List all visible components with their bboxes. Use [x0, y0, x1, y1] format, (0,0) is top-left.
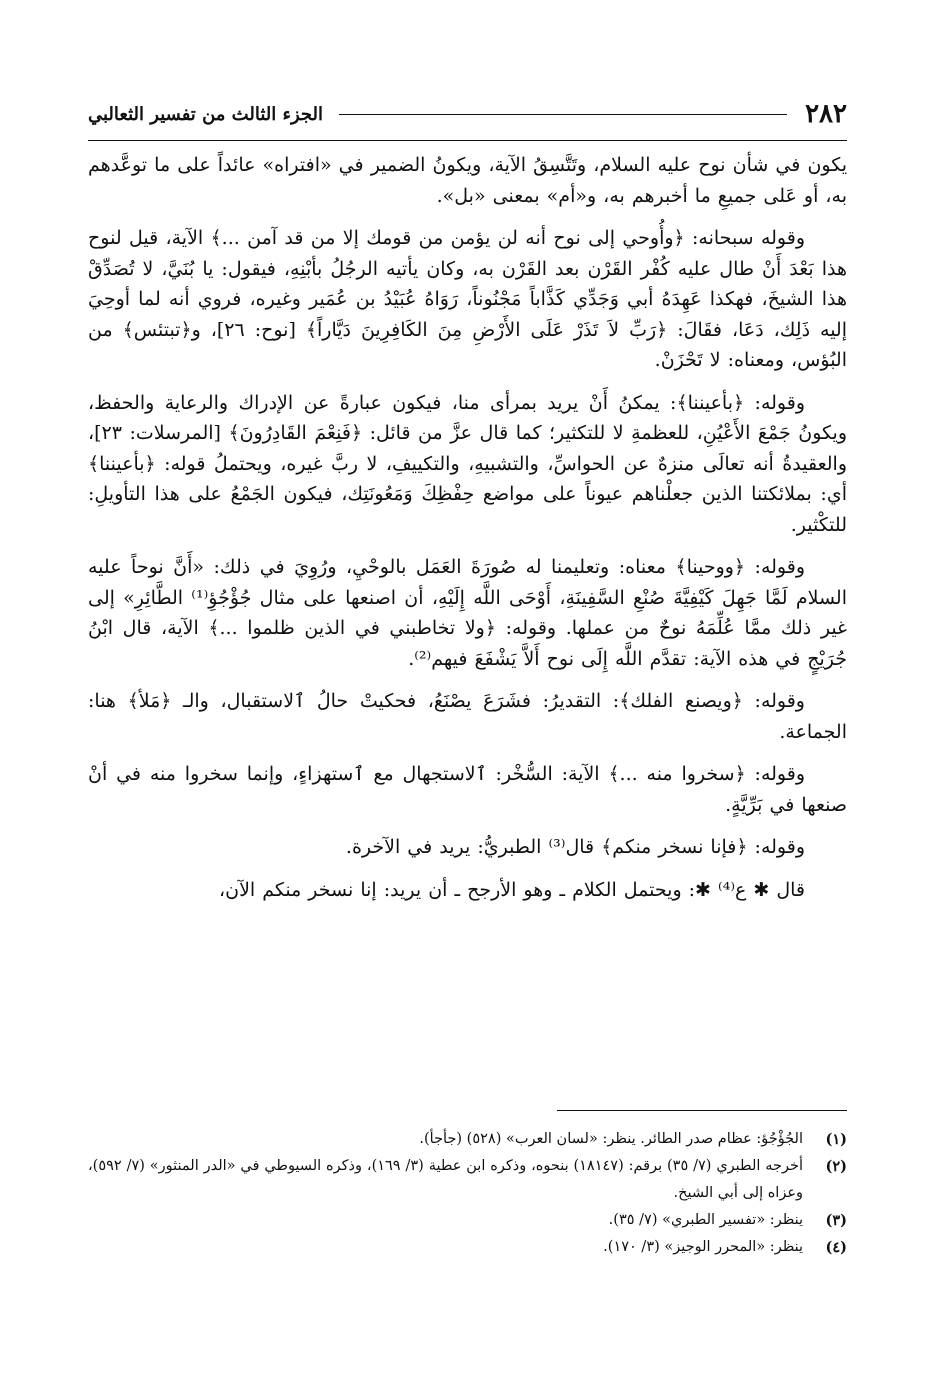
footnote-number: (١)	[825, 1131, 847, 1148]
paragraph: قال ✱ ع⁽⁴⁾ ✱: ويحتمل الكلام ـ وهو الأرجح ـ أن يريد: إنا نسخر منكم الآن،	[218, 878, 805, 901]
footnote-number: (٢)	[825, 1158, 847, 1175]
main-text	[88, 150, 847, 917]
paragraph: وقوله سبحانه: ﴿وأُوحي إلى نوح أنه لن يؤمن من قومك إلا من قد آمن ...﴾ الآية، قيل لنوح هذا بَعْدَ أَنْ طال عليه كُفْر القَرْن بعد القَرْن به، وكان يأتيه الرجُلُ بأبْنِهِ، فيقول: يا بُنَيَّ، لا تُصَدِّقْ هذا الشيخَ، فهكذا عَهِدَهُ أبي وَجَدِّي كَذَّاباً مَجْنُوناً، رَوَاهُ عُبَيْدُ بن عُمَير وغيره، فروي أنه لما أوحِيَ إليه ذَلِك، دَعَا، فقَالَ: ﴿رَبِّ لاَ تَذَرْ عَلَى الأَرْضِ مِنَ الكَافِرِينَ دَيَّاراً﴾ [نوح: ٢٦]، و﴿تبتئس﴾ من البُؤس، ومعناه: لا تَحْزَنْ.	[88, 227, 847, 371]
footnote	[88, 1153, 847, 1207]
running-head	[88, 94, 847, 134]
footnote-number: (٤)	[825, 1239, 847, 1256]
paragraph: وقوله: ﴿ووحينا﴾ معناه: وتعليمنا له صُورَةَ العَمَل بالوحْيِ، ورُوِيَ في ذلك: «أَنَّ نوحاً عليه السلام لَمَّا جَهِلَ كَيْفِيَّةَ صُنْعِ السَّفِينَةِ، أَوْحَى اللَّه إِلَيْهِ، أن اصنعها على مثال جُؤْجُؤِ⁽¹⁾ الطَّائِرِ» إلى غير ذلك ممَّا عُلِّمَهُ نوحٌ من عملها. وقوله: ﴿ولا تخاطبني في الذين ظلموا ...﴾ الآية، قال ابْنُ جُرَيْجٍ في هذه الآية: تقدَّم اللَّه إِلَى نوح أَلاَّ يَشْفَعَ فيهم⁽²⁾.	[88, 556, 847, 670]
footnotes	[88, 1126, 847, 1261]
paragraph: وقوله: ﴿ويصنع الفلك﴾: التقديرُ: فشَرَعَ يصْنَعُ، فحكيتْ حالُ ٱلاستقبال، والـ ﴿مَلأ﴾ هنا: الجماعة.	[88, 690, 847, 743]
header-underline	[88, 140, 847, 141]
footnote-text: الجُؤْجُؤ: عظام صدر الطائر. ينظر: «لسان العرب» (٥٢٨) (جأجأ).	[419, 1131, 803, 1147]
running-title: الجزء الثالث من تفسير الثعالبي	[88, 103, 324, 125]
footnote-text: ينظر: «المحرر الوجيز» (٣/ ١٧٠).	[603, 1239, 803, 1255]
footnote	[88, 1126, 847, 1153]
footnote-text: أخرجه الطبري (٧/ ٣٥) برقم: (١٨١٤٧) بنحوه، وذكره ابن عطية (٣/ ١٦٩)، وذكره السيوطي في «الدر المنثور» (٧/ ٥٩٢)، وعزاه إلى أبي الشيخ.	[88, 1158, 803, 1201]
footnote-separator	[557, 1110, 847, 1111]
footnote-number: (٣)	[825, 1212, 847, 1229]
footnote	[88, 1207, 847, 1234]
paragraph: وقوله: ﴿فإنا نسخر منكم﴾ قال⁽³⁾ الطبريُّ: يريد في الآخرة.	[345, 836, 805, 858]
footnote	[88, 1234, 847, 1261]
page-number: ٢٨٢	[805, 99, 847, 129]
header-rule	[339, 114, 787, 115]
footnote-text: ينظر: «تفسير الطبري» (٧/ ٣٥).	[608, 1212, 803, 1228]
paragraph: وقوله: ﴿سخروا منه ...﴾ الآية: السُّخْر: ٱلاستجهال مع ٱستهزاءٍ، وإنما سخروا منه في أنْ صنعها في بَرِّيَّةٍ.	[88, 763, 847, 816]
paragraph: وقوله: ﴿بأعيننا﴾: يمكنُ أَنْ يريد بمرأى منا، فيكون عبارةً عن الإدراك والرعاية والحفظ، ويكونُ جَمْعَ الأَعْيُنِ، للعظمةِ لا للتكثير؛ كما قال عزَّ من قائل: ﴿فَنِعْمَ القَادِرُونَ﴾ [المرسلات: ٢٣]، والعقيدةُ أنه تعالَى منزهٌ عن الحواسِّ، والتشبيهِ، والتكييفِ، لا ربَّ غيره، ويحتملُ قوله: ﴿بأعيننا﴾ أي: بملائكتنا الذين جعلْناهم عيوناً على مواضع حِفْظِكَ وَمَعُونَتِك، فيكون الجَمْعُ على هذا التأويلِ: للتكْثير.	[88, 391, 847, 536]
paragraph: يكون في شأن نوح عليه السلام، وتَتَّسِقُ الآية، ويكونُ الضمير في «افتراه» عائداً على ما توعَّدهم به، أو عَلى جميعِ ما أخبرهم به، و«أم» بمعنى «بل».	[88, 154, 847, 207]
